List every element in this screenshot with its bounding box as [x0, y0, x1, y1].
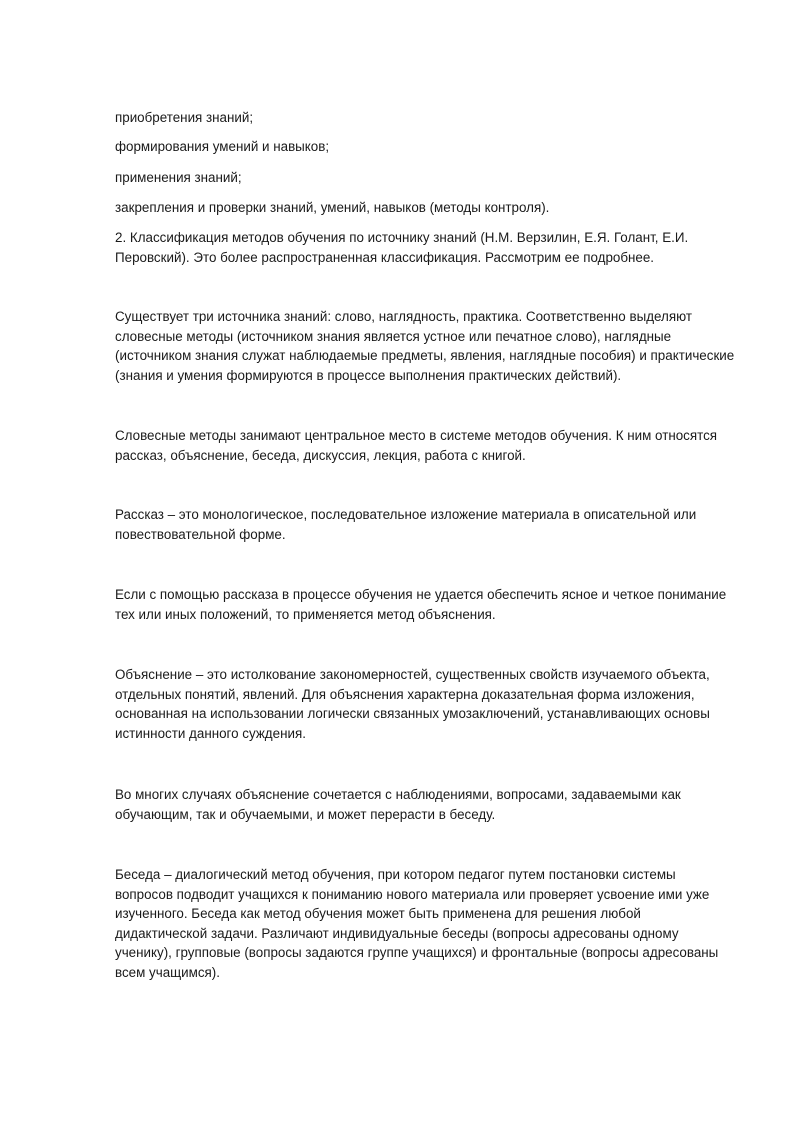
paragraph-observations: Во многих случаях объяснение сочетается с наблюдениями, вопросами, задаваемыми как обучающим, так и обучаемыми, и может перерасти в беседу.: [115, 787, 681, 822]
paragraph-classification: 2. Классификация методов обучения по источнику знаний (Н.М. Верзилин, Е.Я. Голант, Е.И. Перовский). Это более распространенная классификация. Рассмотрим ее подробнее.: [115, 230, 689, 265]
paragraph-explanation: Объяснение – это истолкование закономерностей, существенных свойств изучаемого объекта, отдельных понятий, явлений. Для объяснения характерна доказательная форма изложения, основанная на использовании логически связанных умозаключений, устанавливающих основы истинности данного суждения.: [115, 667, 710, 741]
list-item-skills: формирования умений и навыков;: [115, 139, 330, 154]
paragraph-story: Рассказ – это монологическое, последовательное изложение материала в описательной или повествовательной форме.: [115, 507, 697, 542]
list-item-application: применения знаний;: [115, 170, 242, 185]
paragraph-sources: Существует три источника знаний: слово, наглядность, практика. Соответственно выделяют словесные методы (источником знания является устное или печатное слово), наглядные (источником знания служат наблюдаемые предметы, явления, наглядные пособия) и практические (знания и умения формируются в процессе выполнения практических действий).: [115, 309, 735, 383]
paragraph-verbal-methods: Словесные методы занимают центральное место в системе методов обучения. К ним относятся рассказ, объяснение, беседа, дискуссия, лекция, работа с книгой.: [115, 428, 718, 463]
paragraph-conversation: Беседа – диалогический метод обучения, при котором педагог путем постановки системы вопросов подводит учащихся к пониманию нового материала или проверяет усвоение ими уже изученного. Беседа как метод обучения может быть применена для решения любой дидактической задачи. Различают индивидуальные беседы (вопросы адресованы одному ученику), групповые (вопросы задаются группе учащихся) и фронтальные (вопросы адресованы всем учащимся).: [115, 867, 719, 980]
paragraph-explanation-method: Если с помощью рассказа в процессе обучения не удается обеспечить ясное и четкое понимание тех или иных положений, то применяется метод объяснения.: [115, 587, 727, 622]
list-item-acquisition: приобретения знаний;: [115, 110, 254, 125]
list-item-consolidation: закрепления и проверки знаний, умений, навыков (методы контроля).: [115, 200, 550, 215]
